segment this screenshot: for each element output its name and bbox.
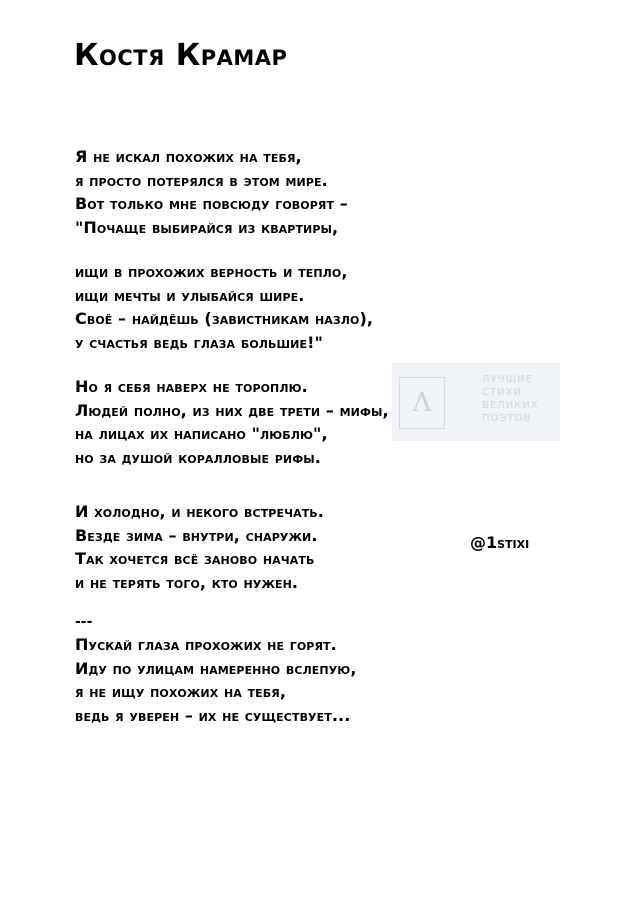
poem-line: ведь я уверен – их не существует... xyxy=(75,705,351,725)
author-name: Костя Крамар xyxy=(74,38,288,73)
poem-line: но за душой коралловые рифы. xyxy=(75,447,321,467)
poem-line: и не терять того, кто нужен. xyxy=(75,572,299,592)
poem-line: И холодно, и некого встречать. xyxy=(75,502,324,521)
poem-line: Так хочется всё заново начать xyxy=(75,549,315,568)
watermark-line: ЛУЧШИЕ xyxy=(482,374,533,385)
poem-line: ищи мечты и улыбайся шире. xyxy=(75,285,305,305)
watermark-line: ВЕЛИКИХ xyxy=(482,400,539,411)
poem-line: Я не искал похожих на тебя, xyxy=(75,147,302,166)
poem-line: я не ищу похожих на тебя, xyxy=(75,682,287,701)
poem-line: Но я себя наверх не тороплю. xyxy=(75,377,308,396)
poem-line: Иду по улицам намеренно вслепую, xyxy=(75,658,357,678)
poem-line: "Почаще выбирайся из квартиры, xyxy=(75,217,339,237)
poem-line: Вот только мне повсюду говорят – xyxy=(75,194,348,213)
poem-line: на лицах их написано "люблю", xyxy=(75,424,328,443)
social-handle: @1stixi xyxy=(470,533,530,552)
watermark-logo-icon: Λ xyxy=(399,377,445,429)
poem-line: я просто потерялся в этом мире. xyxy=(75,170,328,190)
poem-line: Везде зима – внутри, снаружи. xyxy=(75,525,318,545)
stanza-5 xyxy=(75,615,575,727)
stanza-1 xyxy=(75,145,575,239)
poem-line: Своё – найдёшь (завистникам назло), xyxy=(75,309,374,328)
poem-line: Людей полно, из них две трети – мифы, xyxy=(75,400,389,420)
poem-line: у счастья ведь глаза большие!" xyxy=(75,332,323,352)
stanza-separator: --- xyxy=(75,614,93,630)
poem-body xyxy=(75,145,575,748)
poem-line: Пускай глаза прохожих не горят. xyxy=(75,635,337,654)
watermark-line: СТИХИ xyxy=(482,387,522,398)
watermark-line: ПОЭТОВ xyxy=(482,413,532,424)
stanza-2 xyxy=(75,260,575,354)
poem-line: ищи в прохожих верность и тепло, xyxy=(75,262,348,281)
stanza-3 xyxy=(75,375,575,469)
